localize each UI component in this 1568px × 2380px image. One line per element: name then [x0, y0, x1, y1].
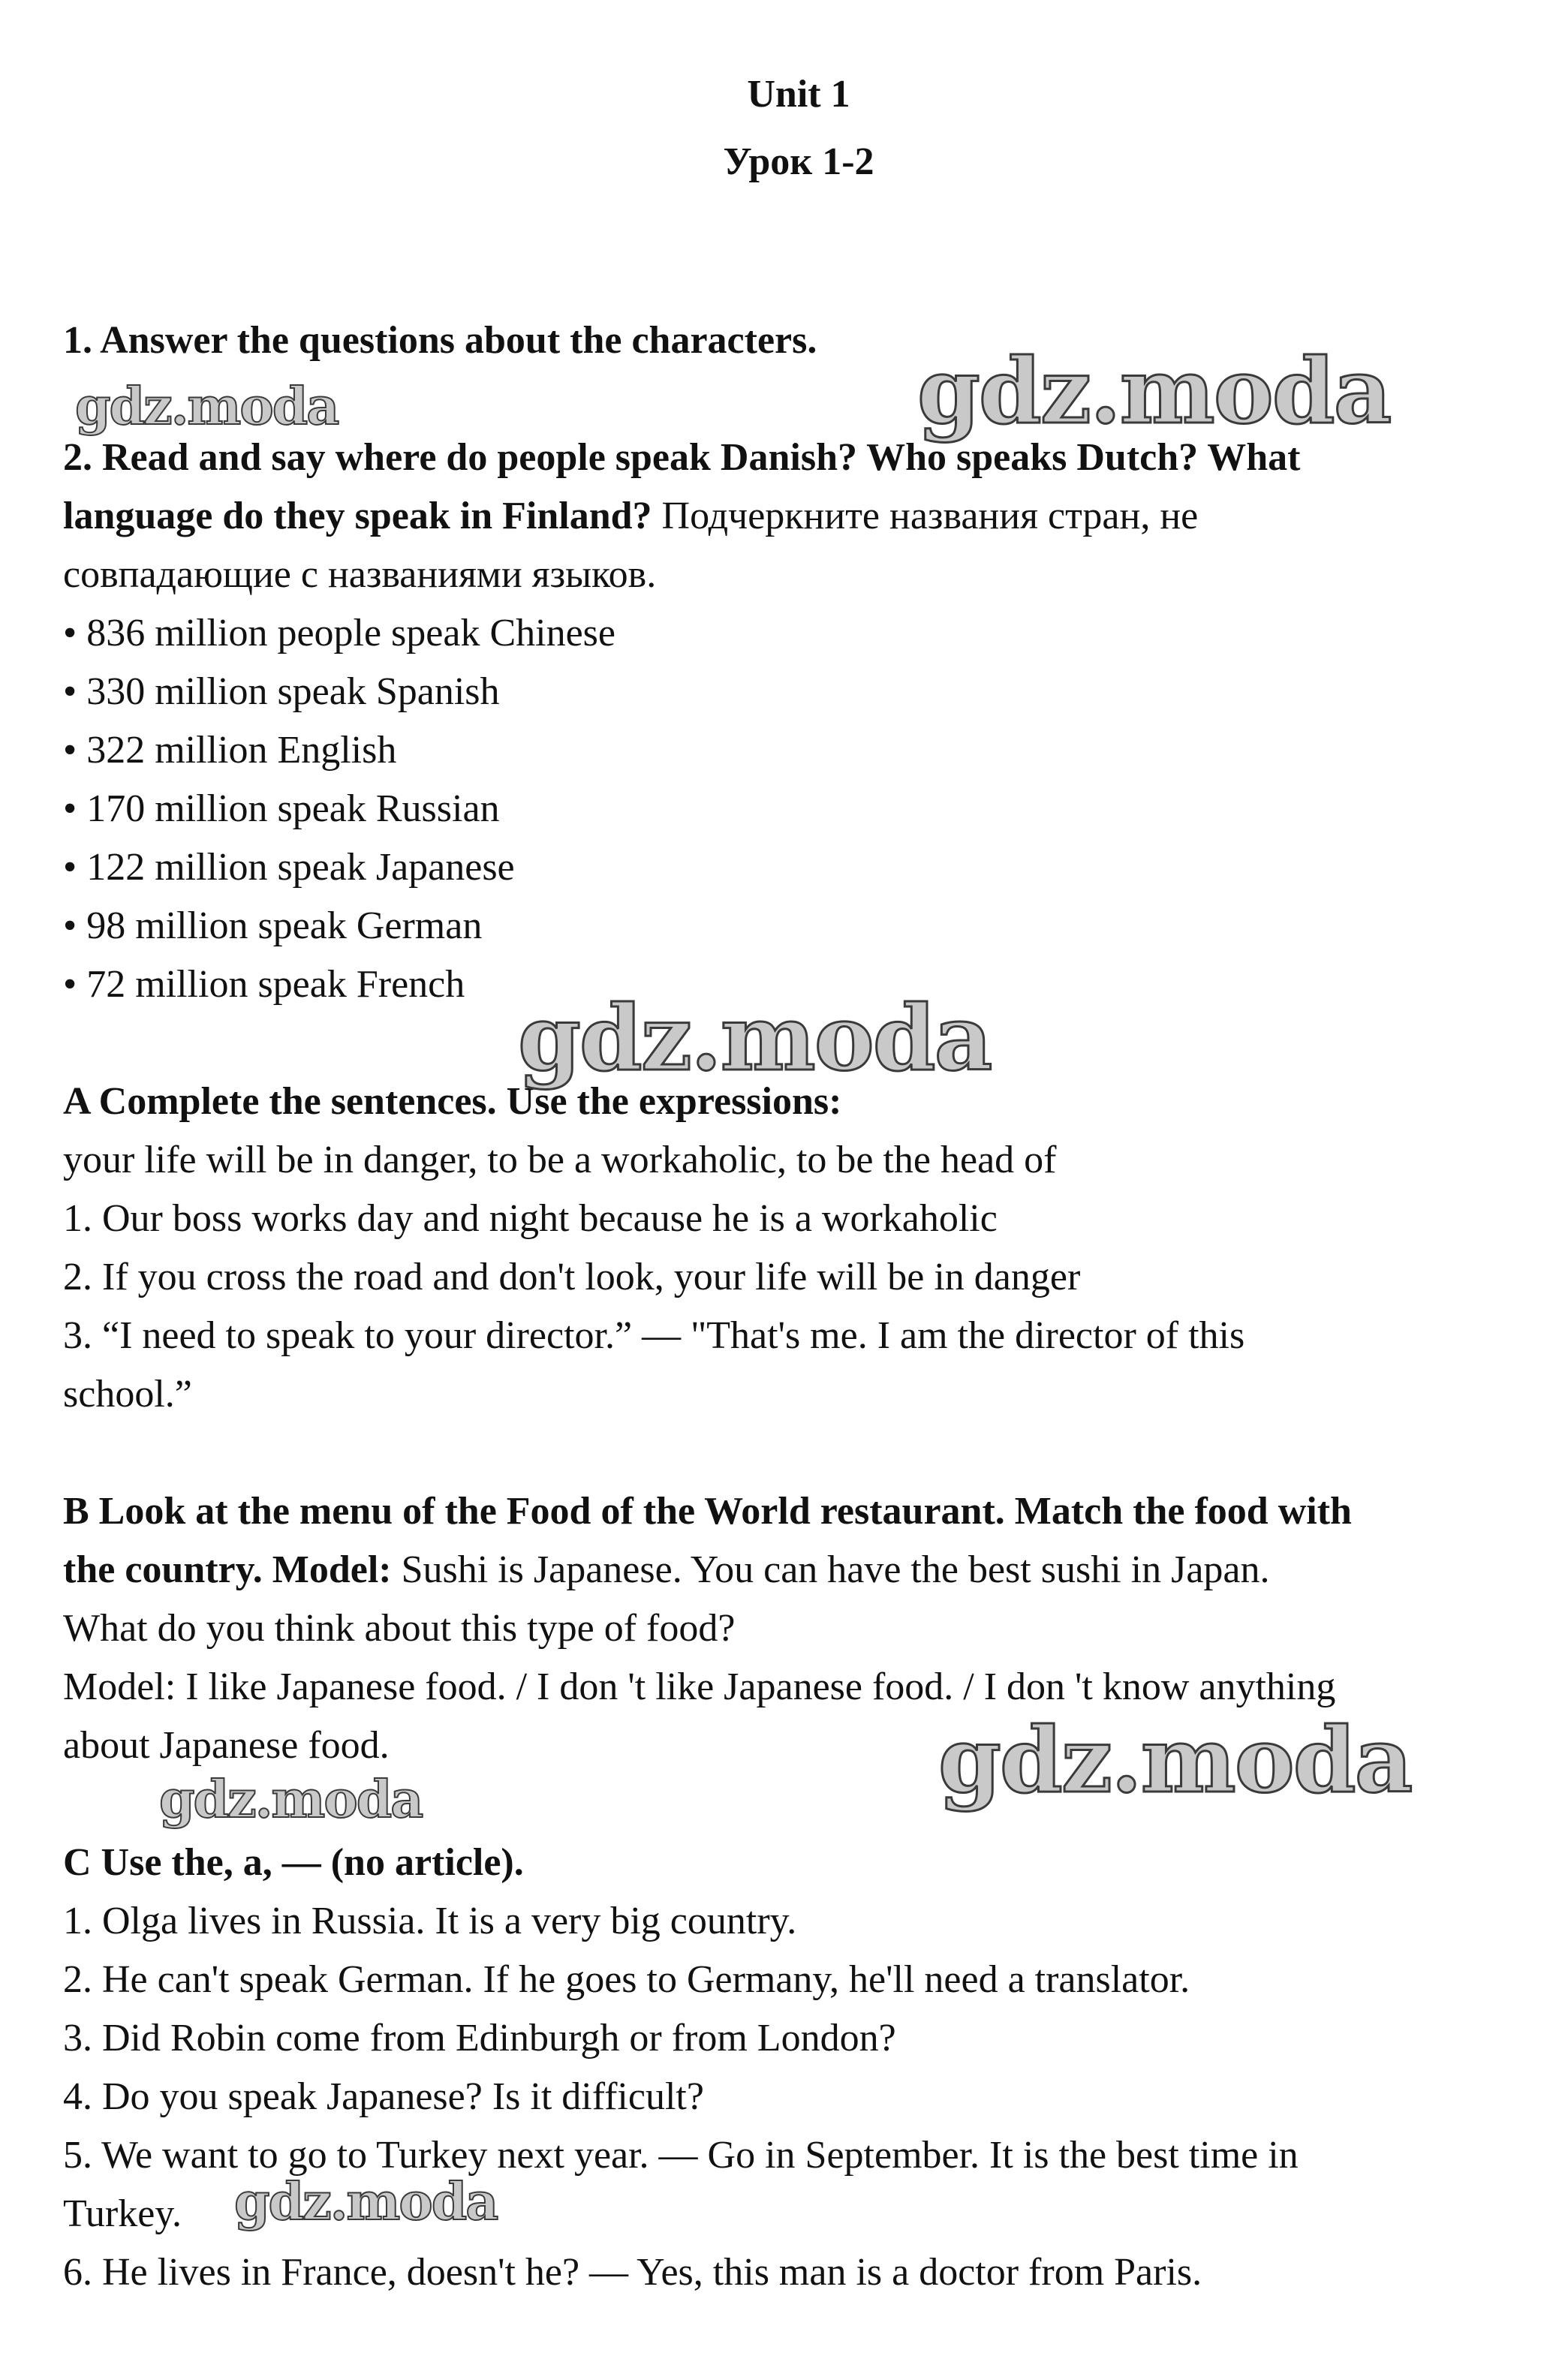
ex2-heading-line2-bold: language do they speak in Finland?	[63, 495, 652, 537]
ex2-heading-line1: 2. Read and say where do people speak Danish? Who speaks Dutch? What	[63, 436, 1301, 479]
exB-line: Model: I like Japanese food. / I don 't like Japanese food. / I don 't know anything	[63, 1665, 1336, 1708]
exC-line: 5. We want to go to Turkey next year. — Go in September. It is the best time in	[63, 2134, 1299, 2177]
ex1-heading: 1. Answer the questions about the characters.	[63, 319, 817, 362]
exB-line: about Japanese food.	[63, 1724, 390, 1767]
list-item: • 836 million people speak Chinese	[63, 612, 615, 654]
exC-line: 6. He lives in France, doesn't he? — Yes, this man is a doctor from Paris.	[63, 2251, 1202, 2294]
list-item: • 122 million speak Japanese	[63, 846, 515, 889]
exA-line: 1. Our boss works day and night because he is a workaholic	[63, 1197, 998, 1240]
watermark: gdz.moda	[917, 338, 1391, 444]
watermark: gdz.moda	[159, 1770, 423, 1830]
exC-heading: C Use the, a, — (no article).	[63, 1841, 524, 1884]
unit-title: Unit 1	[747, 73, 850, 116]
watermark: gdz.moda	[75, 377, 339, 437]
exB-heading-line1: B Look at the menu of the Food of the World restaurant. Match the food with	[63, 1490, 1352, 1533]
watermark: gdz.moda	[234, 2172, 498, 2232]
list-item: • 330 million speak Spanish	[63, 670, 500, 713]
exC-line: 4. Do you speak Japanese? Is it difficult?	[63, 2075, 704, 2118]
exA-expressions: your life will be in danger, to be a workaholic, to be the head of	[63, 1139, 1057, 1181]
exC-line: 3. Did Robin come from Edinburgh or from London?	[63, 2017, 896, 2060]
list-item: • 72 million speak French	[63, 963, 465, 1006]
exB-model-label: the country. Model:	[63, 1548, 392, 1591]
exC-line: Turkey.	[63, 2192, 182, 2235]
exA-line: 2. If you cross the road and don't look, your life will be in danger	[63, 1256, 1081, 1298]
list-item: • 322 million English	[63, 729, 397, 772]
watermark: gdz.moda	[518, 985, 992, 1091]
ex2-note-line3: совпадающие с названиями языков.	[63, 553, 657, 596]
lesson-title: Урок 1-2	[723, 140, 874, 183]
exB-model-text: Sushi is Japanese. You can have the best sushi in Japan.	[391, 1548, 1270, 1591]
list-item: • 170 million speak Russian	[63, 787, 500, 830]
exB-line: What do you think about this type of food?	[63, 1607, 736, 1650]
exB-heading-line2	[63, 1548, 1269, 1593]
exA-line: school.”	[63, 1373, 192, 1416]
watermark: gdz.moda	[938, 1708, 1412, 1813]
exC-line: 1. Olga lives in Russia. It is a very big country.	[63, 1900, 797, 1942]
ex2-note-part1: Подчеркните названия стран, не	[652, 495, 1199, 537]
exC-line: 2. He can't speak German. If he goes to Germany, he'll need a translator.	[63, 1958, 1190, 2001]
ex2-heading-line2	[63, 494, 1198, 539]
exA-line: 3. “I need to speak to your director.” — "That's me. I am the director of this	[63, 1314, 1245, 1357]
exA-heading: A Complete the sentences. Use the expressions:	[63, 1080, 842, 1123]
list-item: • 98 million speak German	[63, 904, 483, 947]
